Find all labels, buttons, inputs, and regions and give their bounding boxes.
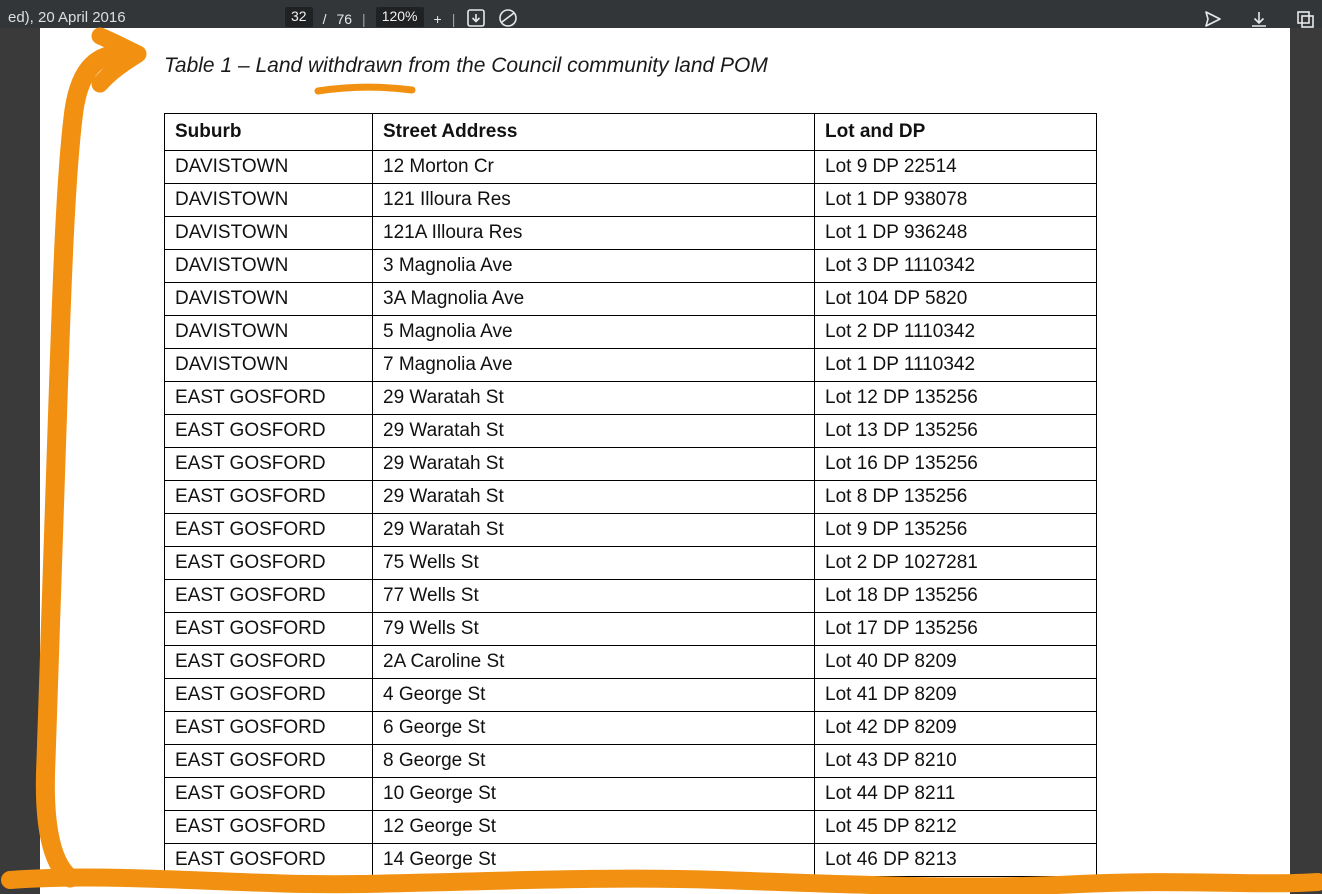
table-row [165,646,1097,679]
cell-lot-and-dp: Lot 1 DP 936248 [815,217,1097,250]
cell-street-address: 7 Magnolia Ave [373,349,815,382]
cell-street-address: 8 George St [373,745,815,778]
cell-lot-and-dp: Lot 16 DP 135256 [815,448,1097,481]
cell-street-address: 29 Waratah St [373,481,815,514]
table-row [165,712,1097,745]
toolbar-divider-1: | [362,11,366,27]
zoom-in-button[interactable]: + [433,11,442,27]
table-row [165,547,1097,580]
fullscreen-icon[interactable] [1294,10,1316,28]
cell-suburb: EAST GOSFORD [165,580,373,613]
table-row [165,514,1097,547]
cell-lot-and-dp: Lot 44 DP 8211 [815,778,1097,811]
cell-street-address: 6 George St [373,712,815,745]
cell-suburb: DAVISTOWN [165,283,373,316]
cell-lot-and-dp: Lot 41 DP 8209 [815,679,1097,712]
cell-lot-and-dp: Lot 104 DP 5820 [815,283,1097,316]
cell-suburb: EAST GOSFORD [165,415,373,448]
table-row [165,745,1097,778]
cell-street-address: 121A Illoura Res [373,217,815,250]
table-row [165,184,1097,217]
cell-suburb: EAST GOSFORD [165,382,373,415]
cell-street-address: 77 Wells St [373,580,815,613]
document-title: ed), 20 April 2016 [8,9,126,26]
cell-lot-and-dp: Lot 18 DP 135256 [815,580,1097,613]
cell-suburb: EAST GOSFORD [165,679,373,712]
toolbar-right-group [1202,10,1316,28]
column-header-street-address: Street Address [373,114,815,151]
page-content [40,28,1290,894]
cell-street-address: 10 George St [373,778,815,811]
page-separator: / [322,11,327,27]
cell-street-address: 29 Waratah St [373,448,815,481]
cell-suburb: DAVISTOWN [165,184,373,217]
table-row [165,151,1097,184]
cell-suburb: EAST GOSFORD [165,514,373,547]
cell-suburb: DAVISTOWN [165,349,373,382]
column-header-lot-and-dp: Lot and DP [815,114,1097,151]
table-row [165,811,1097,844]
page-total: 76 [336,11,353,27]
table-caption: Table 1 – Land withdrawn from the Council community land POM [164,54,768,77]
print-icon[interactable] [497,9,519,27]
cell-suburb: DAVISTOWN [165,250,373,283]
table-row [165,217,1097,250]
table-row [165,481,1097,514]
cell-suburb: EAST GOSFORD [165,811,373,844]
cell-street-address: 29 Waratah St [373,415,815,448]
cell-suburb: DAVISTOWN [165,316,373,349]
cell-suburb: EAST GOSFORD [165,547,373,580]
table-row [165,382,1097,415]
cell-lot-and-dp: Lot 3 DP 1110342 [815,250,1097,283]
cell-lot-and-dp: Lot 2 DP 1110342 [815,316,1097,349]
cell-lot-and-dp: Lot 46 DP 8213 [815,844,1097,877]
document-page [40,28,1290,894]
table-row [165,580,1097,613]
table-row [165,415,1097,448]
cell-street-address: 4 George St [373,679,815,712]
cell-lot-and-dp: Lot 43 DP 8210 [815,745,1097,778]
cell-street-address: 12 George St [373,811,815,844]
cell-suburb: EAST GOSFORD [165,745,373,778]
send-icon[interactable] [1202,10,1224,28]
table-row [165,250,1097,283]
save-icon[interactable] [1248,10,1270,28]
land-table [164,113,1097,877]
toolbar-divider-2: | [451,11,456,27]
table-row [165,448,1097,481]
table-row [165,844,1097,877]
table-row [165,778,1097,811]
cell-street-address: 2A Caroline St [373,646,815,679]
download-icon[interactable] [465,9,487,27]
page-number-input[interactable]: 32 [285,7,313,27]
table-header-row [165,114,1097,151]
cell-street-address: 29 Waratah St [373,514,815,547]
table-row [165,613,1097,646]
cell-lot-and-dp: Lot 8 DP 135256 [815,481,1097,514]
toolbar-center-group [285,7,519,27]
cell-lot-and-dp: Lot 45 DP 8212 [815,811,1097,844]
cell-suburb: EAST GOSFORD [165,844,373,877]
zoom-level-input[interactable]: 120% [376,7,424,27]
cell-lot-and-dp: Lot 40 DP 8209 [815,646,1097,679]
table-row [165,679,1097,712]
cell-lot-and-dp: Lot 9 DP 22514 [815,151,1097,184]
cell-suburb: EAST GOSFORD [165,646,373,679]
cell-suburb: DAVISTOWN [165,151,373,184]
cell-suburb: EAST GOSFORD [165,448,373,481]
cell-street-address: 79 Wells St [373,613,815,646]
cell-suburb: DAVISTOWN [165,217,373,250]
cell-street-address: 12 Morton Cr [373,151,815,184]
cell-street-address: 75 Wells St [373,547,815,580]
table-row [165,283,1097,316]
cell-lot-and-dp: Lot 42 DP 8209 [815,712,1097,745]
cell-street-address: 29 Waratah St [373,382,815,415]
cell-suburb: EAST GOSFORD [165,712,373,745]
cell-lot-and-dp: Lot 9 DP 135256 [815,514,1097,547]
pdf-toolbar [0,0,1322,28]
cell-street-address: 3A Magnolia Ave [373,283,815,316]
cell-lot-and-dp: Lot 12 DP 135256 [815,382,1097,415]
cell-suburb: EAST GOSFORD [165,613,373,646]
cell-street-address: 5 Magnolia Ave [373,316,815,349]
cell-suburb: EAST GOSFORD [165,778,373,811]
table-body [165,151,1097,877]
cell-street-address: 3 Magnolia Ave [373,250,815,283]
cell-lot-and-dp: Lot 1 DP 1110342 [815,349,1097,382]
cell-suburb: EAST GOSFORD [165,481,373,514]
column-header-suburb: Suburb [165,114,373,151]
cell-lot-and-dp: Lot 1 DP 938078 [815,184,1097,217]
cell-lot-and-dp: Lot 13 DP 135256 [815,415,1097,448]
cell-lot-and-dp: Lot 2 DP 1027281 [815,547,1097,580]
table-row [165,349,1097,382]
table-row [165,316,1097,349]
cell-street-address: 121 Illoura Res [373,184,815,217]
cell-lot-and-dp: Lot 17 DP 135256 [815,613,1097,646]
cell-street-address: 14 George St [373,844,815,877]
